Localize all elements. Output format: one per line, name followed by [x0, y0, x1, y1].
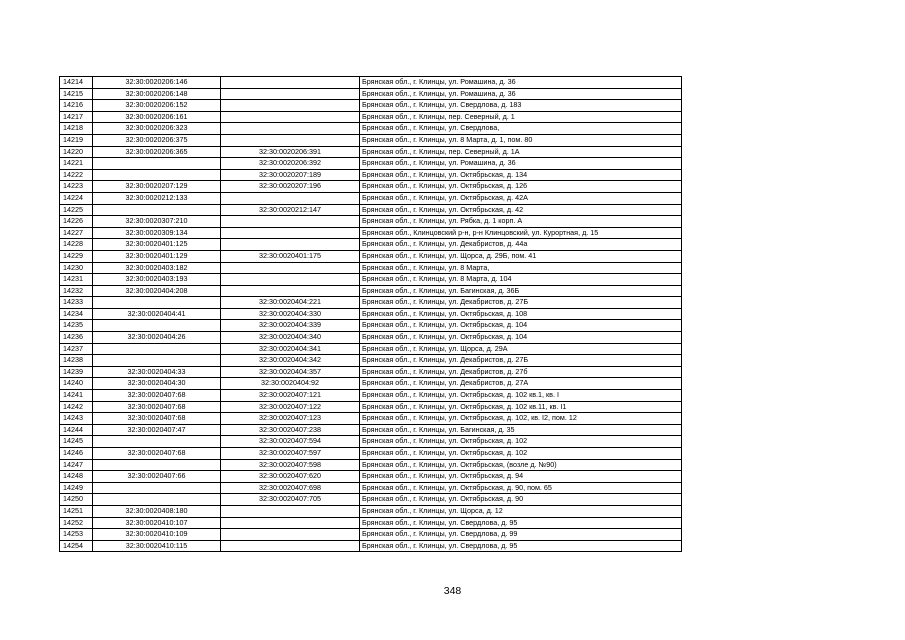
table-row: [60, 401, 682, 413]
table-row: [60, 494, 682, 506]
address-cell: Брянская обл., г. Клинцы, ул. 8 Марта, д. 104: [360, 274, 682, 286]
related-cadastral-number-cell: 32:30:0020404:342: [221, 355, 360, 367]
cadastral-number-cell: [93, 355, 221, 367]
related-cadastral-number-cell: 32:30:0020407:620: [221, 471, 360, 483]
related-cadastral-number-cell: [221, 192, 360, 204]
cadastral-number-cell: 32:30:0020307:210: [93, 216, 221, 228]
cadastral-number-cell: [93, 320, 221, 332]
table-row: [60, 227, 682, 239]
address-cell: Брянская обл., г. Клинцы, ул. Декабристов, д. 27б: [360, 366, 682, 378]
address-cell: Брянская обл., г. Клинцы, ул. Октябрьская, д. 104: [360, 320, 682, 332]
row-number-cell: 14215: [60, 88, 93, 100]
related-cadastral-number-cell: 32:30:0020407:121: [221, 390, 360, 402]
address-cell: Брянская обл., г. Клинцы, ул. Свердлова,: [360, 123, 682, 135]
row-number-cell: 14250: [60, 494, 93, 506]
table-row: [60, 134, 682, 146]
cadastral-number-cell: 32:30:0020206:146: [93, 77, 221, 89]
row-number-cell: 14233: [60, 297, 93, 309]
cadastral-number-cell: [93, 436, 221, 448]
related-cadastral-number-cell: [221, 100, 360, 112]
related-cadastral-number-cell: 32:30:0020407:698: [221, 482, 360, 494]
row-number-cell: 14249: [60, 482, 93, 494]
cadastral-number-cell: [93, 494, 221, 506]
address-cell: Брянская обл., г. Клинцы, ул. Октябрьская, д. 102, кв. I2, пом. 12: [360, 413, 682, 425]
cadastral-number-cell: [93, 204, 221, 216]
table-row: [60, 308, 682, 320]
table-row: [60, 262, 682, 274]
cadastral-number-cell: 32:30:0020403:182: [93, 262, 221, 274]
cadastral-number-cell: [93, 297, 221, 309]
cadastral-number-cell: 32:30:0020403:193: [93, 274, 221, 286]
row-number-cell: 14226: [60, 216, 93, 228]
table-row: [60, 111, 682, 123]
table-row: [60, 436, 682, 448]
address-cell: Брянская обл., г. Клинцы, ул. Свердлова, д. 183: [360, 100, 682, 112]
table-row: [60, 250, 682, 262]
related-cadastral-number-cell: [221, 262, 360, 274]
page-number: 348: [443, 585, 462, 597]
cadastral-number-cell: 32:30:0020206:365: [93, 146, 221, 158]
cadastral-number-cell: 32:30:0020407:68: [93, 390, 221, 402]
table-row: [60, 158, 682, 170]
address-cell: Брянская обл., г. Клинцы, ул. Ромашина, д. 36: [360, 88, 682, 100]
row-number-cell: 14231: [60, 274, 93, 286]
row-number-cell: 14234: [60, 308, 93, 320]
address-cell: Брянская обл., г. Клинцы, ул. Декабристов, д. 27А: [360, 378, 682, 390]
registry-table: [59, 76, 682, 552]
related-cadastral-number-cell: 32:30:0020212:147: [221, 204, 360, 216]
cadastral-number-cell: 32:30:0020404:26: [93, 332, 221, 344]
address-cell: Брянская обл., г. Клинцы, ул. Октябрьская, д. 90: [360, 494, 682, 506]
address-cell: Брянская обл., г. Клинцы, ул. Октябрьская, д. 102: [360, 448, 682, 460]
row-number-cell: 14232: [60, 285, 93, 297]
related-cadastral-number-cell: [221, 216, 360, 228]
row-number-cell: 14219: [60, 134, 93, 146]
related-cadastral-number-cell: 32:30:0020404:341: [221, 343, 360, 355]
related-cadastral-number-cell: 32:30:0020407:238: [221, 424, 360, 436]
table-row: [60, 471, 682, 483]
table-row: [60, 100, 682, 112]
table-row: [60, 355, 682, 367]
row-number-cell: 14220: [60, 146, 93, 158]
address-cell: Брянская обл., г. Клинцы, ул. Октябрьская, д. 102 кв.1, кв. I: [360, 390, 682, 402]
address-cell: Брянская обл., г. Клинцы, ул. Октябрьская, д. 102 кв.11, кв. I1: [360, 401, 682, 413]
cadastral-number-cell: 32:30:0020212:133: [93, 192, 221, 204]
cadastral-number-cell: 32:30:0020407:66: [93, 471, 221, 483]
related-cadastral-number-cell: [221, 134, 360, 146]
cadastral-number-cell: [93, 169, 221, 181]
registry-table-body: [60, 77, 682, 552]
cadastral-number-cell: 32:30:0020404:41: [93, 308, 221, 320]
related-cadastral-number-cell: [221, 540, 360, 552]
row-number-cell: 14221: [60, 158, 93, 170]
related-cadastral-number-cell: 32:30:0020407:122: [221, 401, 360, 413]
cadastral-number-cell: 32:30:0020404:30: [93, 378, 221, 390]
table-row: [60, 390, 682, 402]
table-row: [60, 332, 682, 344]
related-cadastral-number-cell: [221, 285, 360, 297]
address-cell: Брянская обл., г. Клинцы, ул. Декабристов, д. 44а: [360, 239, 682, 251]
address-cell: Брянская обл., г. Клинцы, ул. Октябрьская, д. 42: [360, 204, 682, 216]
address-cell: Брянская обл., г. Клинцы, ул. Декабристов, д. 27Б: [360, 355, 682, 367]
row-number-cell: 14241: [60, 390, 93, 402]
address-cell: Брянская обл., г. Клинцы, ул. Декабристов, д. 27Б: [360, 297, 682, 309]
table-row: [60, 77, 682, 89]
related-cadastral-number-cell: [221, 88, 360, 100]
related-cadastral-number-cell: [221, 274, 360, 286]
address-cell: Брянская обл., г. Клинцы, пер. Северный, д. 1А: [360, 146, 682, 158]
address-cell: Брянская обл., г. Клинцы, ул. Рябка, д. 1 корп. А: [360, 216, 682, 228]
cadastral-number-cell: 32:30:0020309:134: [93, 227, 221, 239]
row-number-cell: 14245: [60, 436, 93, 448]
table-row: [60, 123, 682, 135]
cadastral-number-cell: 32:30:0020407:68: [93, 401, 221, 413]
row-number-cell: 14217: [60, 111, 93, 123]
address-cell: Брянская обл., г. Клинцы, ул. Щорса, д. 12: [360, 505, 682, 517]
related-cadastral-number-cell: [221, 227, 360, 239]
cadastral-number-cell: [93, 343, 221, 355]
cadastral-number-cell: 32:30:0020206:375: [93, 134, 221, 146]
table-row: [60, 517, 682, 529]
cadastral-number-cell: 32:30:0020401:125: [93, 239, 221, 251]
table-row: [60, 366, 682, 378]
related-cadastral-number-cell: [221, 505, 360, 517]
address-cell: Брянская обл., г. Клинцы, ул. Щорса, д. 29Б, пом. 41: [360, 250, 682, 262]
row-number-cell: 14237: [60, 343, 93, 355]
related-cadastral-number-cell: 32:30:0020407:597: [221, 448, 360, 460]
address-cell: Брянская обл., г. Клинцы, ул. Октябрьская, д. 90, пом. 65: [360, 482, 682, 494]
table-row: [60, 320, 682, 332]
cadastral-number-cell: [93, 482, 221, 494]
table-row: [60, 88, 682, 100]
row-number-cell: 14254: [60, 540, 93, 552]
address-cell: Брянская обл., г. Клинцы, ул. Багинская, д. 36Б: [360, 285, 682, 297]
related-cadastral-number-cell: [221, 517, 360, 529]
row-number-cell: 14225: [60, 204, 93, 216]
related-cadastral-number-cell: 32:30:0020404:330: [221, 308, 360, 320]
address-cell: Брянская обл., г. Клинцы, ул. Октябрьская, д. 126: [360, 181, 682, 193]
address-cell: Брянская обл., г. Клинцы, ул. Октябрьская, (возле д. №90): [360, 459, 682, 471]
address-cell: Брянская обл., г. Клинцы, ул. 8 Марта,: [360, 262, 682, 274]
row-number-cell: 14240: [60, 378, 93, 390]
related-cadastral-number-cell: [221, 111, 360, 123]
cadastral-number-cell: 32:30:0020407:68: [93, 413, 221, 425]
table-row: [60, 192, 682, 204]
cadastral-number-cell: 32:30:0020401:129: [93, 250, 221, 262]
address-cell: Брянская обл., г. Клинцы, ул. 8 Марта, д. 1, пом. 80: [360, 134, 682, 146]
cadastral-number-cell: 32:30:0020206:323: [93, 123, 221, 135]
table-row: [60, 540, 682, 552]
related-cadastral-number-cell: 32:30:0020206:392: [221, 158, 360, 170]
cadastral-number-cell: 32:30:0020407:47: [93, 424, 221, 436]
address-cell: Брянская обл., г. Клинцы, ул. Ромашина, д. 36: [360, 77, 682, 89]
related-cadastral-number-cell: 32:30:0020407:598: [221, 459, 360, 471]
address-cell: Брянская обл., Клинцовский р-н, р-н Клинцовский, ул. Курортная, д. 15: [360, 227, 682, 239]
row-number-cell: 14238: [60, 355, 93, 367]
cadastral-number-cell: 32:30:0020404:208: [93, 285, 221, 297]
cadastral-number-cell: 32:30:0020404:33: [93, 366, 221, 378]
related-cadastral-number-cell: 32:30:0020404:339: [221, 320, 360, 332]
row-number-cell: 14230: [60, 262, 93, 274]
row-number-cell: 14236: [60, 332, 93, 344]
table-row: [60, 413, 682, 425]
row-number-cell: 14224: [60, 192, 93, 204]
row-number-cell: 14246: [60, 448, 93, 460]
row-number-cell: 14229: [60, 250, 93, 262]
address-cell: Брянская обл., г. Клинцы, ул. Октябрьская, д. 108: [360, 308, 682, 320]
related-cadastral-number-cell: 32:30:0020404:92: [221, 378, 360, 390]
cadastral-number-cell: 32:30:0020206:161: [93, 111, 221, 123]
row-number-cell: 14242: [60, 401, 93, 413]
related-cadastral-number-cell: 32:30:0020207:189: [221, 169, 360, 181]
table-row: [60, 297, 682, 309]
table-row: [60, 285, 682, 297]
table-row: [60, 448, 682, 460]
related-cadastral-number-cell: [221, 529, 360, 541]
cadastral-number-cell: 32:30:0020407:68: [93, 448, 221, 460]
address-cell: Брянская обл., г. Клинцы, ул. Октябрьская, д. 104: [360, 332, 682, 344]
related-cadastral-number-cell: 32:30:0020401:175: [221, 250, 360, 262]
row-number-cell: 14248: [60, 471, 93, 483]
cadastral-number-cell: 32:30:0020410:109: [93, 529, 221, 541]
row-number-cell: 14247: [60, 459, 93, 471]
row-number-cell: 14227: [60, 227, 93, 239]
cadastral-number-cell: [93, 158, 221, 170]
cadastral-number-cell: [93, 459, 221, 471]
address-cell: Брянская обл., г. Клинцы, ул. Октябрьская, д. 42А: [360, 192, 682, 204]
row-number-cell: 14252: [60, 517, 93, 529]
row-number-cell: 14218: [60, 123, 93, 135]
related-cadastral-number-cell: 32:30:0020404:340: [221, 332, 360, 344]
related-cadastral-number-cell: 32:30:0020407:705: [221, 494, 360, 506]
row-number-cell: 14214: [60, 77, 93, 89]
related-cadastral-number-cell: 32:30:0020404:221: [221, 297, 360, 309]
table-row: [60, 146, 682, 158]
row-number-cell: 14243: [60, 413, 93, 425]
table-row: [60, 424, 682, 436]
table-row: [60, 239, 682, 251]
table-row: [60, 343, 682, 355]
table-row: [60, 378, 682, 390]
row-number-cell: 14216: [60, 100, 93, 112]
address-cell: Брянская обл., г. Клинцы, ул. Щорса, д. 29А: [360, 343, 682, 355]
cadastral-number-cell: 32:30:0020408:180: [93, 505, 221, 517]
related-cadastral-number-cell: 32:30:0020407:123: [221, 413, 360, 425]
address-cell: Брянская обл., г. Клинцы, ул. Свердлова, д. 99: [360, 529, 682, 541]
cadastral-number-cell: 32:30:0020206:152: [93, 100, 221, 112]
cadastral-number-cell: 32:30:0020206:148: [93, 88, 221, 100]
table-row: [60, 529, 682, 541]
related-cadastral-number-cell: [221, 239, 360, 251]
row-number-cell: 14235: [60, 320, 93, 332]
row-number-cell: 14244: [60, 424, 93, 436]
table-row: [60, 216, 682, 228]
table-row: [60, 274, 682, 286]
address-cell: Брянская обл., г. Клинцы, ул. Ромашина, д. 36: [360, 158, 682, 170]
table-row: [60, 505, 682, 517]
row-number-cell: 14228: [60, 239, 93, 251]
address-cell: Брянская обл., г. Клинцы, ул. Октябрьская, д. 134: [360, 169, 682, 181]
related-cadastral-number-cell: [221, 77, 360, 89]
row-number-cell: 14239: [60, 366, 93, 378]
cadastral-number-cell: 32:30:0020207:129: [93, 181, 221, 193]
cadastral-number-cell: 32:30:0020410:115: [93, 540, 221, 552]
table-row: [60, 459, 682, 471]
table-row: [60, 482, 682, 494]
table-row: [60, 169, 682, 181]
address-cell: Брянская обл., г. Клинцы, ул. Октябрьская, д. 94: [360, 471, 682, 483]
row-number-cell: 14222: [60, 169, 93, 181]
table-row: [60, 181, 682, 193]
related-cadastral-number-cell: 32:30:0020407:594: [221, 436, 360, 448]
address-cell: Брянская обл., г. Клинцы, ул. Свердлова, д. 95: [360, 517, 682, 529]
address-cell: Брянская обл., г. Клинцы, ул. Багинская, д. 35: [360, 424, 682, 436]
table-row: [60, 204, 682, 216]
address-cell: Брянская обл., г. Клинцы, ул. Свердлова, д. 95: [360, 540, 682, 552]
row-number-cell: 14251: [60, 505, 93, 517]
cadastral-number-cell: 32:30:0020410:107: [93, 517, 221, 529]
row-number-cell: 14223: [60, 181, 93, 193]
related-cadastral-number-cell: 32:30:0020207:196: [221, 181, 360, 193]
address-cell: Брянская обл., г. Клинцы, ул. Октябрьская, д. 102: [360, 436, 682, 448]
related-cadastral-number-cell: [221, 123, 360, 135]
address-cell: Брянская обл., г. Клинцы, пер. Северный, д. 1: [360, 111, 682, 123]
related-cadastral-number-cell: 32:30:0020206:391: [221, 146, 360, 158]
row-number-cell: 14253: [60, 529, 93, 541]
related-cadastral-number-cell: 32:30:0020404:357: [221, 366, 360, 378]
